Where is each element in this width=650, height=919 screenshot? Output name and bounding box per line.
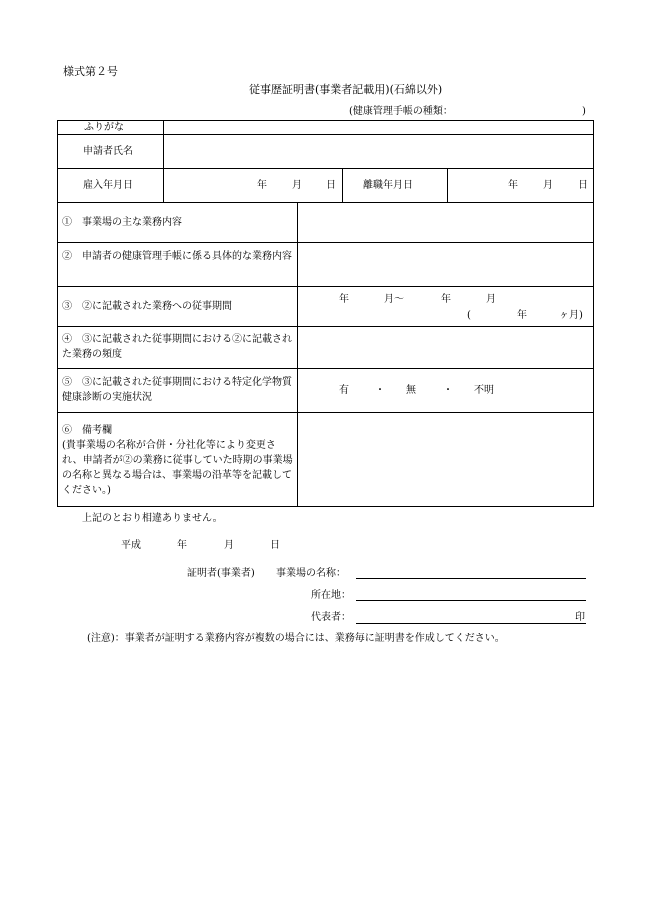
form-number: 様式第２号 <box>63 65 118 78</box>
representative-underline <box>356 623 586 624</box>
row-1-value-field[interactable] <box>299 204 592 241</box>
office-name-field[interactable] <box>356 565 586 578</box>
period-years-unit: 年 <box>517 310 527 321</box>
leave-day-unit: 日 <box>578 180 588 191</box>
furigana-field[interactable] <box>165 122 592 133</box>
date-era: 平成 <box>121 540 141 551</box>
row-2-value-field[interactable] <box>299 244 592 285</box>
representative-label: 代表者： <box>311 612 351 623</box>
checkup-option-unknown[interactable]: 不明 <box>474 385 494 396</box>
period-to-month: 月 <box>486 294 496 305</box>
row-2-label: ② 申請者の健康管理手帳に係る具体的な業務内容 <box>62 251 292 262</box>
notebook-type-label: (健康管理手帳の種類： <box>349 106 453 117</box>
row-6-value-field[interactable] <box>299 414 592 505</box>
date-month-unit: 月 <box>224 540 234 551</box>
hire-date-label: 雇入年月日 <box>83 180 133 191</box>
date-year-unit: 年 <box>177 540 187 551</box>
address-underline <box>356 600 586 601</box>
period-to-year: 年 <box>441 294 451 305</box>
document-title: 従事歴証明書(事業者記載用)(石綿以外) <box>249 83 443 96</box>
period-from-year: 年 <box>339 294 349 305</box>
address-field[interactable] <box>356 587 586 600</box>
leave-date-label: 離職年月日 <box>363 180 413 191</box>
hire-month-unit: 月 <box>292 180 302 191</box>
address-label: 所在地： <box>311 590 351 601</box>
office-name-underline <box>356 578 586 579</box>
checkup-separator-2: ・ <box>443 385 453 396</box>
checkup-separator-1: ・ <box>375 385 385 396</box>
date-day-unit: 日 <box>270 540 280 551</box>
notebook-type-close: ) <box>582 106 586 117</box>
row-1-label: ① 事業場の主な業務内容 <box>62 217 182 228</box>
leave-year-unit: 年 <box>508 180 518 191</box>
hire-day-unit: 日 <box>326 180 336 191</box>
checkup-option-yes[interactable]: 有 <box>339 385 349 396</box>
declaration-text: 上記のとおり相違ありません。 <box>82 513 223 524</box>
leave-month-unit: 月 <box>543 180 553 191</box>
office-name-label: 事業場の名称： <box>276 568 346 579</box>
certifier-label: 証明者(事業者) <box>187 568 255 579</box>
row-4-label: ④ ③に記載された従事期間における②に記載された業務の頻度 <box>62 334 292 360</box>
checkup-option-no[interactable]: 無 <box>406 385 416 396</box>
period-months-unit: ヶ月) <box>559 310 583 321</box>
applicant-name-label: 申請者氏名 <box>83 146 133 157</box>
seal-mark: 印 <box>575 612 585 623</box>
period-paren-open: ( <box>467 310 471 321</box>
applicant-name-field[interactable] <box>165 136 592 167</box>
row-6-label: ⑥ 備考欄 (貴事業場の名称が合併・分社化等により変更され、申請者が②の業務に従事していた時期の事業場の名称と異なる場合は、事業場の沿革等を記載してください。) <box>62 425 293 496</box>
furigana-label: ふりがな <box>84 122 124 133</box>
row-4-value-field[interactable] <box>299 328 592 367</box>
representative-field[interactable] <box>356 609 566 622</box>
row-3-label: ③ ②に記載された業務への従事期間 <box>62 301 232 312</box>
row-5-label: ⑤ ③に記載された従事期間における特定化学物質健康診断の実施状況 <box>62 377 292 403</box>
hire-year-unit: 年 <box>257 180 267 191</box>
note-text: (注意)：事業者が証明する業務内容が複数の場合には、業務毎に証明書を作成してください。 <box>87 633 505 644</box>
period-from-month: 月～ <box>384 294 404 305</box>
